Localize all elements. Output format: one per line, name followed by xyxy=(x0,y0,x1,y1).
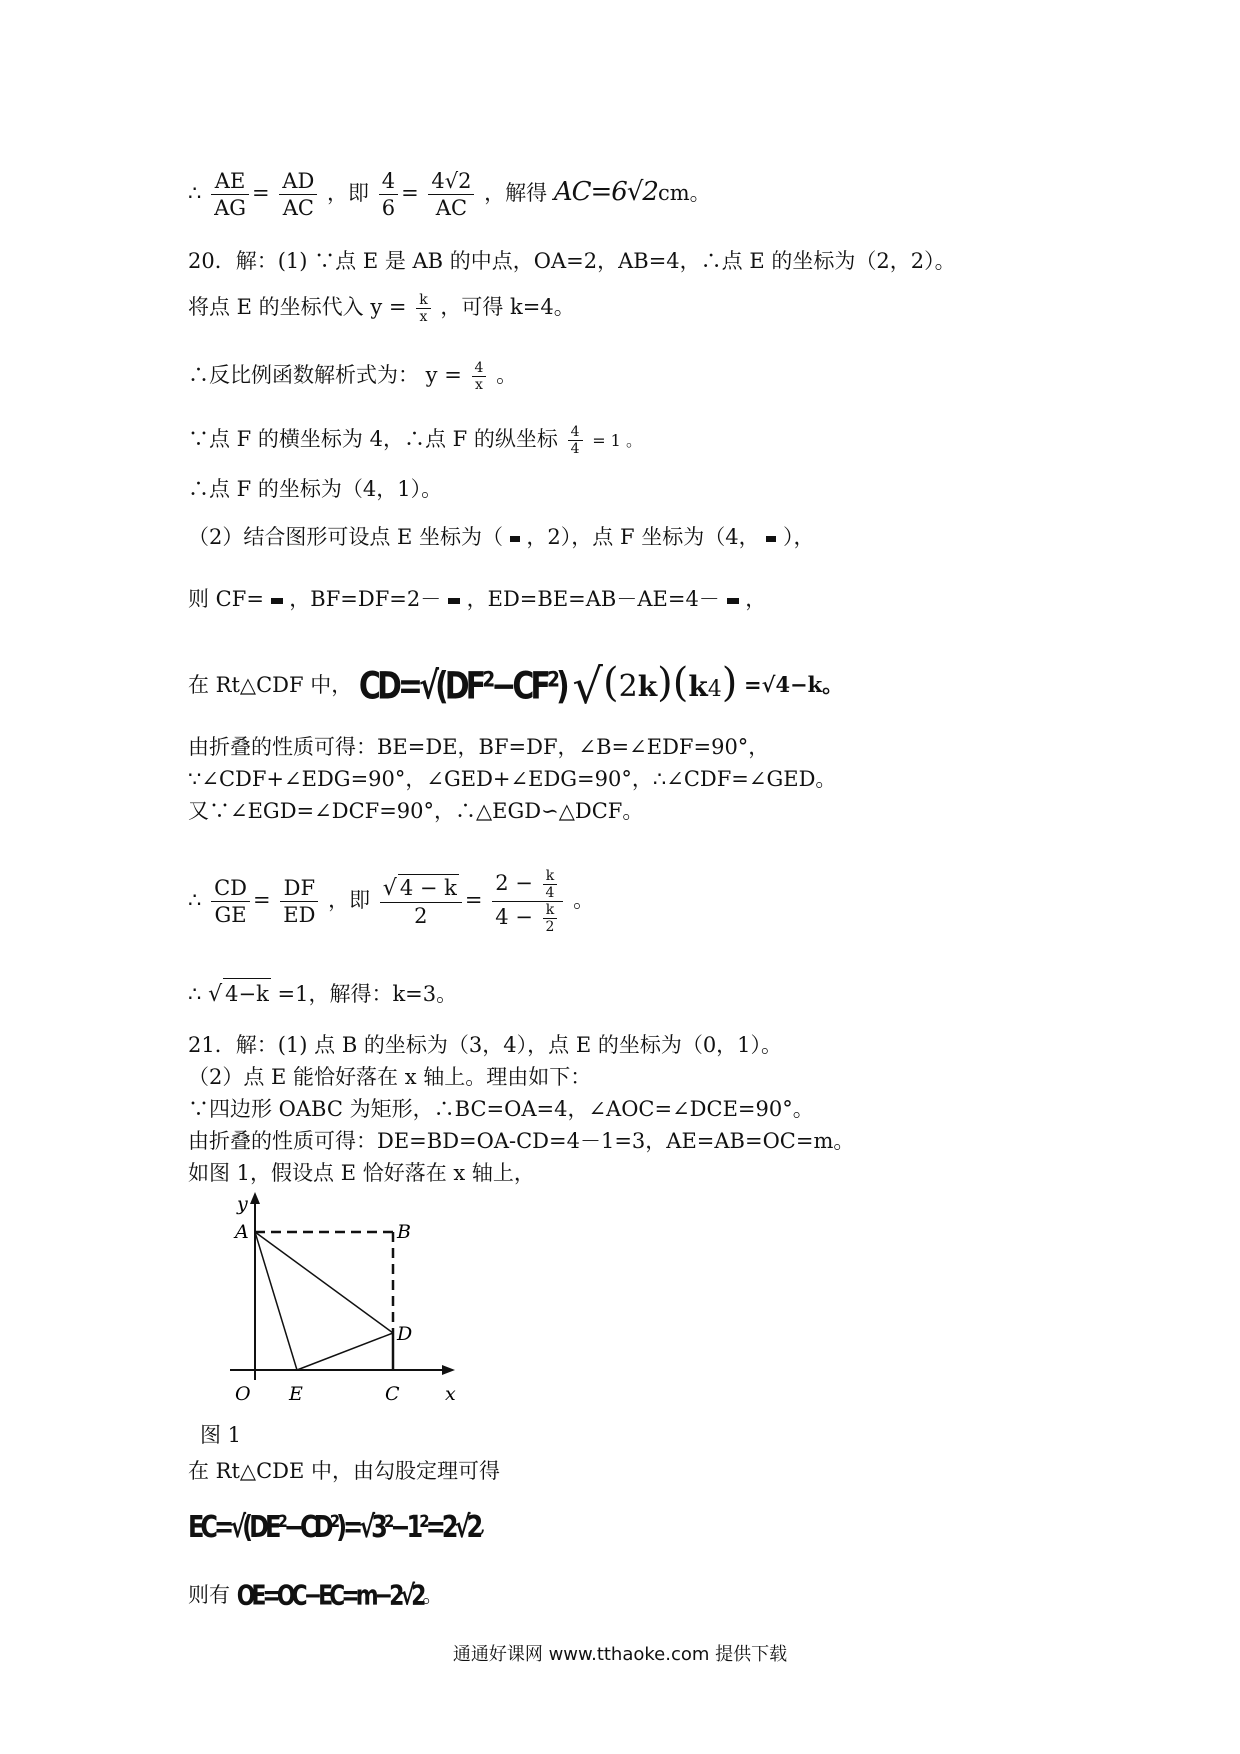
text: 4 − xyxy=(495,905,533,929)
garbled-formula: EC=√(DE²−CD²)=√3²−1²=2√2 xyxy=(188,1509,480,1544)
text: ，ED=BE=AB－AE=4－ xyxy=(466,587,720,611)
symbol-k: k xyxy=(688,670,708,703)
q20-line-13 xyxy=(188,978,457,1010)
placeholder-fraction xyxy=(766,536,776,542)
fraction-4root2-ac xyxy=(428,168,474,221)
text: ）， xyxy=(782,525,815,549)
figure-1-diagram xyxy=(225,1190,485,1410)
q21-line-6: 在 Rt△CDE 中，由勾股定理可得 xyxy=(188,1459,500,1483)
q21-line-1: 21．解：(1) 点 B 的坐标为（3，4），点 E 的坐标为（0，1）。 xyxy=(188,1033,783,1057)
text: ，BF=DF=2－ xyxy=(289,587,442,611)
q21-line-4: 由折叠的性质可得：DE=BD=OA-CD=4－1=3，AE=AB=OC=m。 xyxy=(188,1129,855,1153)
fraction-df-ed xyxy=(280,875,318,928)
fraction-k-4 xyxy=(543,868,558,901)
fraction-denominator: GE xyxy=(214,903,247,927)
fraction-ad-ac xyxy=(279,168,317,221)
page-footer: 通通好课网 www.tthaoke.com 提供下载 xyxy=(452,1644,788,1665)
text: 则 CF= xyxy=(188,587,264,611)
text: ∴反比例函数解析式为： y = xyxy=(188,363,462,387)
unit: cm。 xyxy=(657,181,711,205)
text: 。 xyxy=(422,1583,444,1607)
text: ∵点 F 的横坐标为 4，∴点 F 的纵坐标 xyxy=(188,427,558,451)
q20-line-2 xyxy=(188,292,575,325)
q20-line-3 xyxy=(188,360,517,393)
q20-line-11: 又∵∠EGD=∠DCF=90°，∴△EGD∽△DCF。 xyxy=(188,799,644,823)
fraction-sqrt-4k-2 xyxy=(380,874,462,929)
fraction-cd-ge xyxy=(211,875,250,928)
q20-line-8 xyxy=(188,658,844,715)
text: ， xyxy=(745,587,767,611)
text: =1，解得：k=3。 xyxy=(277,982,458,1006)
fraction-numerator: 4 xyxy=(379,168,398,195)
label-a: A xyxy=(235,1221,249,1243)
fraction-denominator: 6 xyxy=(381,196,396,220)
result-expression: AC=6√2 xyxy=(553,177,658,207)
segment-ad xyxy=(255,1232,393,1333)
text: 。 xyxy=(496,363,518,387)
q20-line-7 xyxy=(188,584,766,614)
line-1: ∴ $\frac{AE}{AG}$ = $\frac{AD}{AC}$ ，即 $\frac{4}{6}$ = $\frac{4√2}{AC}$ ，解得 AC=6√2cm。 xyxy=(188,169,711,220)
q20-line-5: ∴点 F 的坐标为（4，1）。 xyxy=(188,477,443,501)
text: , xyxy=(479,1513,486,1537)
digit: 4 xyxy=(707,677,722,702)
therefore-symbol: ∴ xyxy=(188,982,202,1006)
garbled-formula: CD=√(DF²−CF²) xyxy=(358,664,566,708)
text: =√4−k。 xyxy=(744,672,844,697)
placeholder-fraction xyxy=(448,598,460,604)
segment-ed xyxy=(297,1333,393,1370)
fraction-numerator xyxy=(492,868,563,902)
fraction-numerator: k xyxy=(543,902,558,919)
q21-line-5: 如图 1，假设点 E 恰好落在 x 轴上， xyxy=(188,1161,535,1185)
text: 将点 E 的坐标代入 y = xyxy=(188,295,407,319)
label-c: C xyxy=(385,1383,400,1405)
fraction-numerator: AD xyxy=(279,168,317,195)
fraction-denominator: 4 xyxy=(570,441,580,457)
text: （2）结合图形可设点 E 坐标为（ xyxy=(188,525,504,549)
radicand: 4 − k xyxy=(399,876,457,900)
text: ，2），点 F 坐标为（4， xyxy=(526,525,760,549)
text: = 1 。 xyxy=(592,431,642,450)
label-b: B xyxy=(397,1221,411,1243)
fraction-k-x xyxy=(416,292,430,325)
text: 2 − xyxy=(495,871,533,895)
placeholder-fraction xyxy=(271,598,283,604)
q20-line-4 xyxy=(188,424,642,457)
q20-line-12: ∴ $\frac{CD}{GE}$ = $\frac{DF}{ED}$ ，即 $\frac{√ 4 - k}{2}$ = 2 − $\frac{k}{4}$ 4 − $\frac{k}{2}$ 。 xyxy=(188,868,595,935)
fraction-numerator: CD xyxy=(211,875,250,902)
symbol-k: k xyxy=(637,670,658,703)
fraction-denominator: 2 xyxy=(414,904,428,928)
q20-line-1: 20．解：(1) ∵点 E 是 AB 的中点，OA=2，AB=4，∴点 E 的坐标为（2，2）。 xyxy=(188,249,956,273)
placeholder-fraction xyxy=(510,536,520,542)
q20-line-6 xyxy=(188,522,814,552)
text: 在 Rt△CDF 中， xyxy=(188,673,353,697)
fraction-denominator: AC xyxy=(282,196,314,220)
y-axis-arrow xyxy=(250,1192,260,1204)
figure-caption: 图 1 xyxy=(200,1423,242,1447)
x-axis-arrow xyxy=(442,1365,455,1375)
label-o: O xyxy=(235,1383,251,1405)
fraction-4-x xyxy=(472,360,487,393)
label-y: y xyxy=(237,1193,248,1215)
paren-expression: (2k)(k4) xyxy=(603,660,738,706)
radicand: 4−k xyxy=(223,978,271,1009)
fraction-4-4 xyxy=(568,424,583,457)
fraction-numerator xyxy=(380,874,462,903)
fraction-denominator xyxy=(492,902,563,935)
fraction-numerator: 4√2 xyxy=(428,168,474,195)
therefore-symbol: ∴ xyxy=(188,888,202,912)
fraction-denominator: 4 xyxy=(545,885,555,901)
garbled-formula: OE=OC−EC=m−2√2 xyxy=(236,1580,423,1612)
fraction-denominator: AC xyxy=(435,196,468,220)
segment-ae xyxy=(255,1232,297,1370)
radical-sign: √ xyxy=(382,876,397,901)
text: 则有 xyxy=(188,1583,230,1607)
fraction-numerator: k xyxy=(416,292,430,309)
therefore-symbol: ∴ xyxy=(188,181,202,205)
fraction-complex xyxy=(492,868,563,935)
text: 。 xyxy=(573,888,595,912)
fraction-numerator: AE xyxy=(211,168,249,195)
fraction-denominator: x xyxy=(419,309,428,325)
text: ，可得 k=4。 xyxy=(440,295,575,319)
text: ，解得 xyxy=(484,181,548,205)
fraction-numerator: 4 xyxy=(568,424,583,441)
placeholder-fraction xyxy=(727,598,739,604)
fraction-denominator: x xyxy=(475,377,483,393)
q21-line-2: （2）点 E 能恰好落在 x 轴上。理由如下： xyxy=(188,1065,592,1089)
q20-line-10: ∵∠CDF+∠EDG=90°，∠GED+∠EDG=90°，∴∠CDF=∠GED。 xyxy=(188,767,837,791)
radical-sign: √ xyxy=(208,982,223,1007)
fraction-denominator: 2 xyxy=(545,919,555,935)
fraction-denominator: ED xyxy=(283,903,316,927)
fraction-numerator: DF xyxy=(280,875,318,902)
fraction-numerator: k xyxy=(543,868,558,885)
q21-line-7 xyxy=(188,1510,486,1542)
q21-line-8 xyxy=(188,1580,443,1612)
fraction-ae-ag xyxy=(211,168,249,221)
q20-line-9: 由折叠的性质可得：BE=DE，BF=DF，∠B=∠EDF=90°， xyxy=(188,735,770,759)
q21-line-3: ∵四边形 OABC 为矩形，∴BC=OA=4，∠AOC=∠DCE=90°。 xyxy=(188,1097,814,1121)
label-e: E xyxy=(289,1383,303,1405)
fraction-k-2 xyxy=(543,902,558,935)
text: ，即 xyxy=(327,181,369,205)
fraction-denominator: AG xyxy=(214,196,247,220)
fraction-numerator: 4 xyxy=(472,360,487,377)
fraction-4-6 xyxy=(379,168,398,221)
label-x: x xyxy=(445,1383,456,1405)
text: ，即 xyxy=(328,888,371,912)
radical-sign: √ xyxy=(572,658,604,715)
label-d: D xyxy=(397,1323,413,1345)
digit: 2 xyxy=(618,669,638,704)
